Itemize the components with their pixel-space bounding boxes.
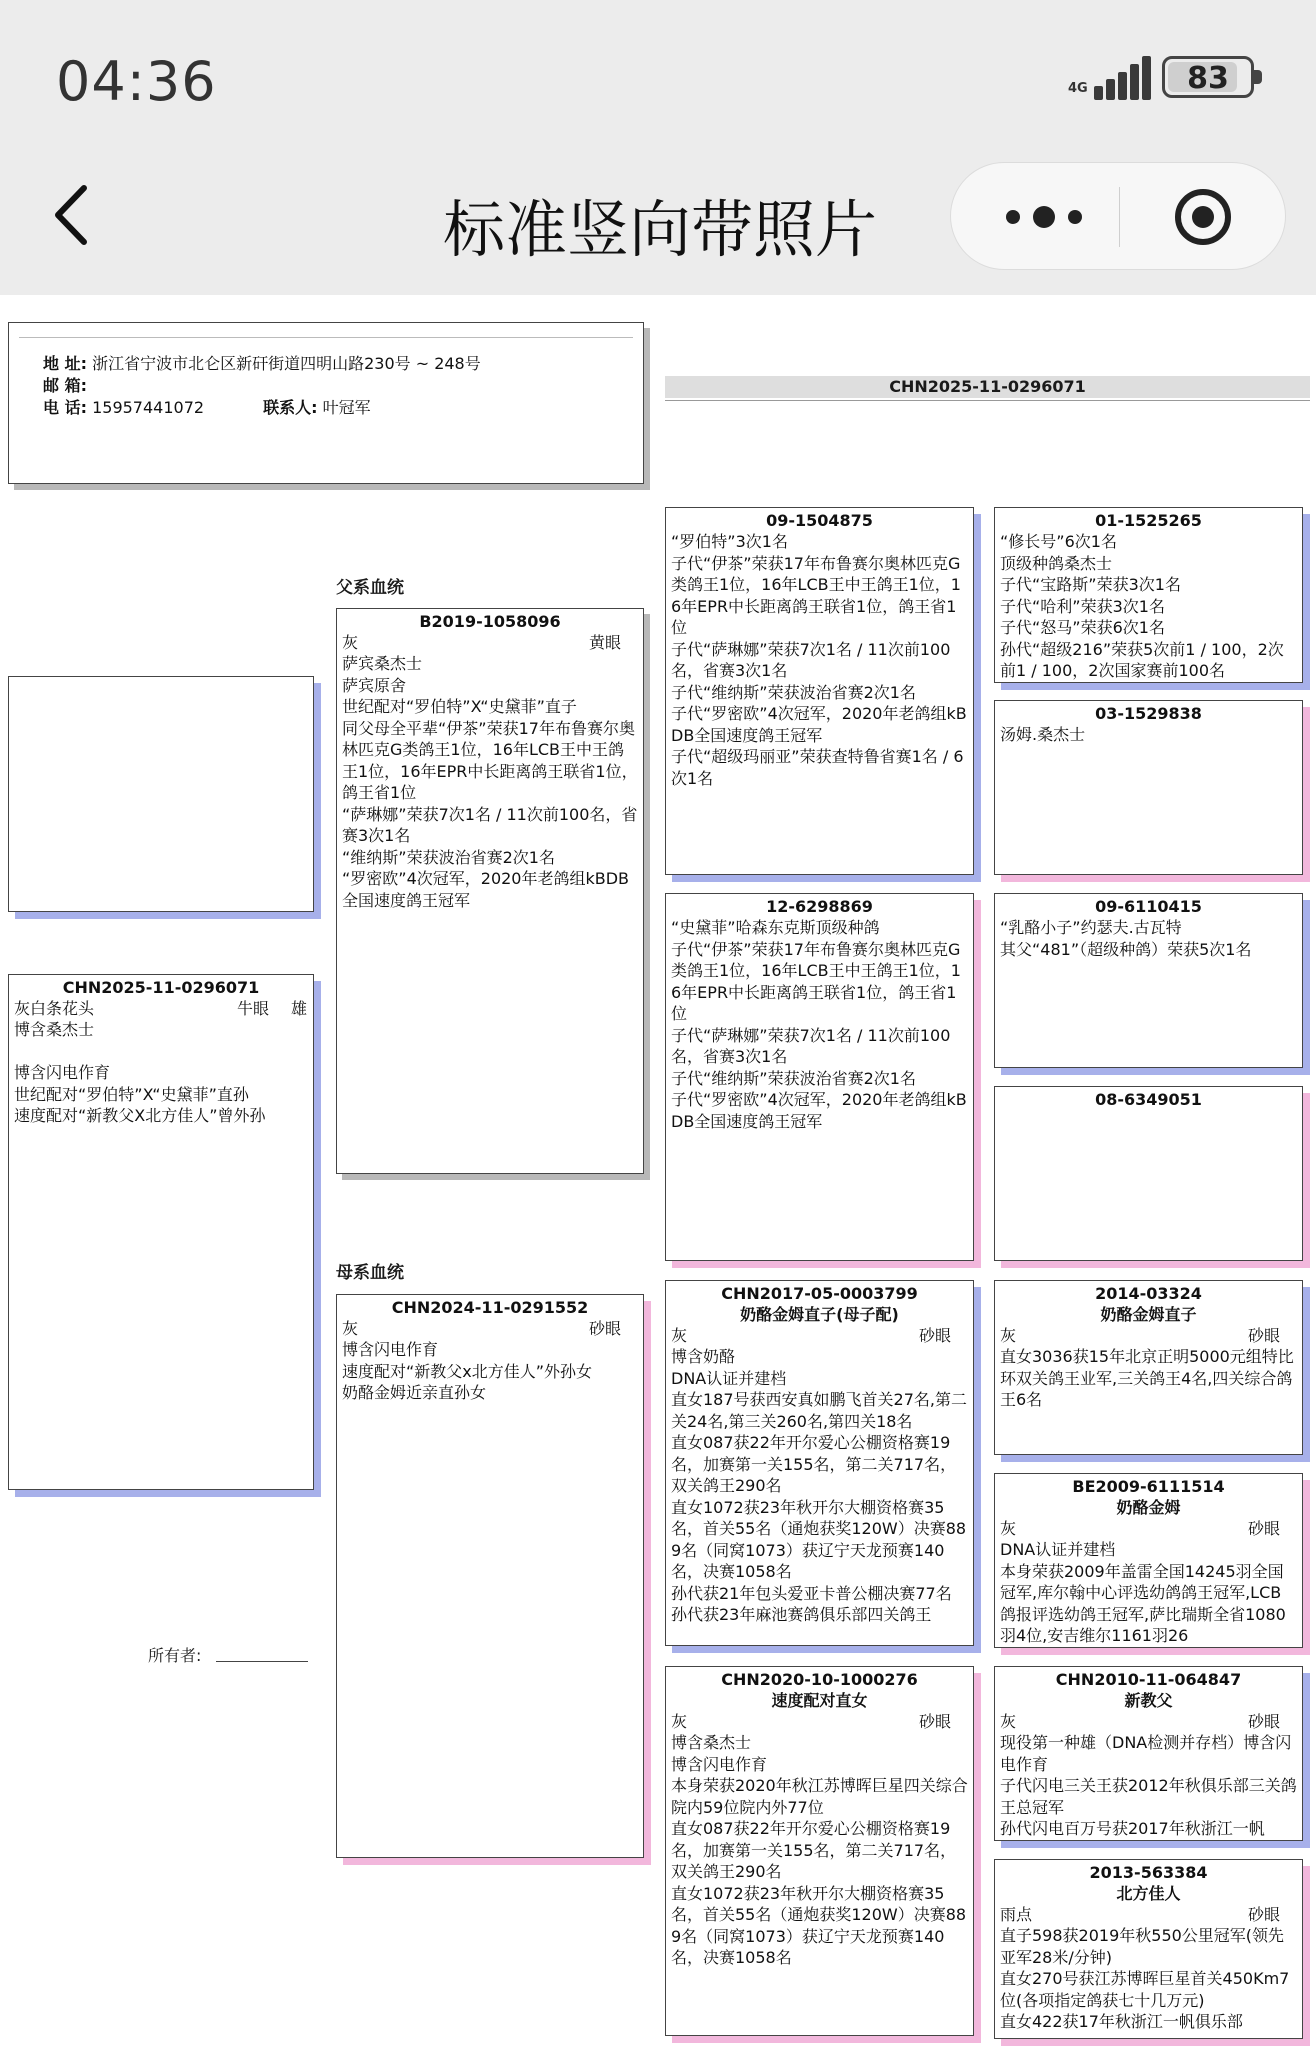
app-top-bar bbox=[0, 0, 1316, 295]
ring-number: 09-1504875 bbox=[766, 511, 873, 530]
text-line: 子代“罗密欧”4次冠军，2020年老鸽组kBDB全国速度鸽王冠军 bbox=[671, 1090, 967, 1131]
mailbox-row: 邮 箱: bbox=[43, 376, 87, 395]
card-text bbox=[995, 1346, 1302, 1411]
text-line: 直女1072获23年秋开尔大棚资格赛35名，首关55名（通炮获奖120W）决赛889名（同窝1073）获辽宁天龙预赛140名，决赛1058名 bbox=[671, 1883, 967, 1967]
mini-program-capsule bbox=[950, 162, 1286, 270]
text-line: 萨宾原舍 bbox=[342, 675, 407, 695]
ring-number: 08-6349051 bbox=[1095, 1090, 1202, 1109]
text-line: 子代“超级玛丽亚”荣获查特鲁省赛1名 / 6次1名 bbox=[671, 747, 964, 788]
great-grandparent-card-6 bbox=[994, 1473, 1303, 1648]
eye: 砂眼 bbox=[918, 1712, 951, 1731]
text-line: 世纪配对“罗伯特”X“史黛菲”直子 bbox=[342, 697, 577, 716]
text-line: 子代“维纳斯”荣获波治省赛2次1名 bbox=[671, 1068, 916, 1088]
great-grandparent-card-7 bbox=[994, 1666, 1303, 1841]
text-line: 现役第一种雄（DNA检测并存档）博含闪电作育 bbox=[1000, 1733, 1292, 1774]
eye: 砂眼 bbox=[918, 1326, 951, 1345]
subject-card bbox=[8, 974, 314, 1490]
text-line: 孙代闪电百万号获2017年秋浙江一帆 bbox=[1000, 1819, 1265, 1838]
pigeon-name: 北方佳人 bbox=[1116, 1884, 1181, 1903]
text-line: 速度配对“新教父x北方佳人”外孙女 bbox=[342, 1361, 593, 1381]
text-line: “维纳斯”荣获波治省赛2次1名 bbox=[342, 847, 555, 867]
card-text bbox=[666, 531, 973, 789]
ring-number: 2014-03324 bbox=[1095, 1284, 1202, 1303]
card-text bbox=[9, 1019, 313, 1127]
color: 灰 bbox=[1000, 1326, 1017, 1345]
pigeon-name: 新教父 bbox=[1124, 1691, 1173, 1710]
text-line: 奶酪金姆近亲直孙女 bbox=[342, 1383, 487, 1402]
color: 灰 bbox=[1000, 1519, 1017, 1538]
text-line: 博含奶酪 bbox=[671, 1347, 736, 1366]
color: 灰 bbox=[342, 633, 359, 652]
sire-card bbox=[336, 608, 644, 1174]
text-line: 博含闪电作育 bbox=[671, 1754, 768, 1774]
eye: 砂眼 bbox=[1247, 1519, 1280, 1538]
dam-dam-card bbox=[665, 1666, 974, 2036]
dam-card bbox=[336, 1294, 644, 1858]
great-grandparent-card-1 bbox=[994, 507, 1303, 683]
eye: 牛眼 bbox=[236, 999, 269, 1018]
text-line: 直女422获17年秋浙江一帆俱乐部 bbox=[1000, 2012, 1243, 2031]
color: 雨点 bbox=[1000, 1905, 1033, 1924]
ring-number: CHN2025-11-0296071 bbox=[62, 978, 260, 997]
address-row: 地 址: 浙江省宁波市北仑区新矸街道四明山路230号 ~ 248号 bbox=[43, 354, 481, 373]
text-line: 子代“罗密欧”4次冠军，2020年老鸽组kBDB全国速度鸽王冠军 bbox=[671, 704, 967, 745]
ring-number: BE2009-6111514 bbox=[1072, 1477, 1225, 1496]
text-line: 博含桑杰士 bbox=[14, 1020, 95, 1039]
eye: 砂眼 bbox=[1247, 1712, 1280, 1731]
color: 灰 bbox=[671, 1712, 688, 1731]
back-button[interactable] bbox=[44, 180, 104, 250]
more-button[interactable] bbox=[999, 199, 1089, 235]
ring-number: CHN2010-11-064847 bbox=[1055, 1670, 1242, 1689]
chevron-left-icon bbox=[44, 180, 104, 250]
battery-icon bbox=[1162, 56, 1254, 98]
address-value: 浙江省宁波市北仑区新矸街道四明山路230号 ~ 248号 bbox=[92, 354, 481, 373]
pigeon-name: 奶酪金姆直子(母子配) bbox=[740, 1305, 899, 1324]
text-line: 直女3036获15年北京正明5000元组特比环双关鸽王业军,三关鸽王4名,四关综合鸽王6名 bbox=[1000, 1347, 1294, 1409]
close-target-button[interactable] bbox=[1173, 187, 1233, 247]
card-text bbox=[995, 1539, 1302, 1647]
sex: 雄 bbox=[290, 999, 307, 1018]
contact-info-box bbox=[8, 322, 644, 484]
text-line: 子代“怒马”荣获6次1名 bbox=[1000, 618, 1165, 637]
card-text bbox=[995, 1732, 1302, 1840]
ring-number: 12-6298869 bbox=[766, 897, 873, 916]
text-line: 世纪配对“罗伯特”X“史黛菲”直孙 bbox=[14, 1084, 249, 1104]
pigeon-name: 速度配对直女 bbox=[771, 1691, 868, 1710]
battery-level: 83 bbox=[1187, 61, 1229, 96]
text-line: 子代闪电三关王获2012年秋俱乐部三关鸽王总冠军 bbox=[1000, 1776, 1297, 1817]
text-line: 萨宾桑杰士 bbox=[342, 654, 423, 673]
ring-number: 03-1529838 bbox=[1095, 704, 1202, 723]
text-line: 直女1072获23年秋开尔大棚资格赛35名，首关55名（通炮获奖120W）决赛889名（同窝1073）获辽宁天龙预赛140名，决赛1058名 bbox=[671, 1497, 967, 1581]
text-line: 博含桑杰士 bbox=[671, 1733, 752, 1752]
text-line: 直女087获22年开尔爱心公棚资格赛19名，加赛第一关155名，第二关717名，双关鸽王290名 bbox=[671, 1433, 957, 1495]
pigeon-photo-placeholder bbox=[8, 676, 314, 912]
ring-number: CHN2017-05-0003799 bbox=[721, 1284, 918, 1303]
color: 灰白条花头 bbox=[14, 999, 95, 1018]
text-line: 子代“伊茶”荣获17年布鲁赛尔奥林匹克G类鸽王1位，16年LCB王中王鸽王1位，16年EPR中长距离鸽王联省1位，鸽王省1位 bbox=[671, 553, 961, 637]
great-grandparent-card-3 bbox=[994, 893, 1303, 1068]
text-line: 博含闪电作育 bbox=[14, 1063, 111, 1082]
card-text bbox=[995, 917, 1302, 960]
text-line: 直女270号获江苏博晖巨星首关450Km7位(各项指定鸽获七十几万元) bbox=[1000, 1969, 1290, 2010]
text-line: 本身荣获2020年秋江苏博晖巨星四关综合院内59位院内外77位 bbox=[671, 1776, 968, 1817]
text-line: DNA认证并建档 bbox=[671, 1368, 787, 1388]
text-line: “史黛菲”哈森东克斯顶级种鸽 bbox=[671, 918, 880, 937]
network-type: 4G bbox=[1068, 81, 1088, 96]
pigeon-name: 奶酪金姆直子 bbox=[1100, 1305, 1197, 1324]
eye: 黄眼 bbox=[588, 633, 621, 652]
text-line: 直子598获2019年秋550公里冠军(领先亚军28米/分钟) bbox=[1000, 1926, 1285, 1967]
text-line: 同父母全平辈“伊茶”荣获17年布鲁赛尔奥林匹克G类鸽王1位，16年LCB王中王鸽王1位，16年EPR中长距离鸽王联省1位，鸽王省1位 bbox=[342, 718, 638, 802]
eye: 砂眼 bbox=[588, 1319, 621, 1338]
page-title: 标准竖向带照片 bbox=[442, 193, 877, 266]
ring-number: CHN2020-10-1000276 bbox=[721, 1670, 918, 1689]
color: 灰 bbox=[1000, 1712, 1017, 1731]
text-line: 子代“宝路斯”荣获3次1名 bbox=[1000, 575, 1181, 594]
text-line: 其父“481”（超级种鸽）荣获5次1名 bbox=[1000, 939, 1252, 959]
text-line: 孙代获23年麻池赛鸽俱乐部四关鸽王 bbox=[671, 1605, 932, 1624]
dam-sire-card bbox=[665, 1280, 974, 1646]
color: 灰 bbox=[671, 1326, 688, 1345]
eye: 砂眼 bbox=[1247, 1905, 1280, 1924]
text-line: “修长号”6次1名 bbox=[1000, 532, 1117, 551]
text-line: 博含闪电作育 bbox=[342, 1340, 439, 1359]
sire-dam-card bbox=[665, 893, 974, 1261]
color: 灰 bbox=[342, 1319, 359, 1338]
great-grandparent-card-4 bbox=[994, 1086, 1303, 1261]
card-text bbox=[995, 724, 1302, 746]
sire-line-label: 父系血统 bbox=[336, 578, 404, 598]
text-line: 子代“伊茶”荣获17年布鲁赛尔奥林匹克G类鸽王1位，16年LCB王中王鸽王1位，16年EPR中长距离鸽王联省1位，鸽王省1位 bbox=[671, 939, 961, 1023]
text-line: 子代“哈利”荣获3次1名 bbox=[1000, 596, 1165, 616]
card-text bbox=[666, 1732, 973, 1969]
header-ring-id: CHN2025-11-0296071 bbox=[665, 376, 1310, 398]
status-time: 04:36 bbox=[56, 50, 217, 113]
text-line: 子代“维纳斯”荣获波治省赛2次1名 bbox=[671, 682, 916, 702]
text-line: 直女087获22年开尔爱心公棚资格赛19名，加赛第一关155名，第二关717名，双关鸽王290名 bbox=[671, 1819, 957, 1881]
text-line: 汤姆.桑杰士 bbox=[1000, 725, 1086, 744]
contact-name: 叶冠军 bbox=[322, 398, 371, 417]
ring-number: B2019-1058096 bbox=[419, 612, 561, 631]
ring-number: 09-6110415 bbox=[1095, 897, 1202, 916]
text-line: 孙代获21年包头爱亚卡普公棚决赛77名 bbox=[671, 1583, 952, 1603]
great-grandparent-card-8 bbox=[994, 1859, 1303, 2039]
sire-sire-card bbox=[665, 507, 974, 875]
great-grandparent-card-5 bbox=[994, 1280, 1303, 1455]
dam-line-label: 母系血统 bbox=[336, 1263, 404, 1283]
text-line: “乳酪小子”约瑟夫.古瓦特 bbox=[1000, 918, 1182, 937]
card-text bbox=[666, 1346, 973, 1626]
text-line: 本身荣获2009年盖雷全国14245羽全国冠军,库尔翰中心评选幼鸽鸽王冠军,LCB鸽报评选幼鸽王冠军,萨比瑞斯全省1080羽4位,安吉维尔1161羽26 bbox=[1000, 1561, 1286, 1645]
text-line: 子代“萨琳娜”荣获7次1名 / 11次前100名，省赛3次1名 bbox=[671, 1025, 951, 1066]
card-text bbox=[337, 1339, 643, 1404]
phone-row: 电 话: 15957441072 联系人: 叶冠军 bbox=[43, 398, 371, 417]
pigeon-name: 奶酪金姆 bbox=[1116, 1498, 1181, 1517]
signal-icon bbox=[1068, 56, 1148, 100]
text-line: “罗伯特”3次1名 bbox=[671, 532, 788, 551]
ring-number: 01-1525265 bbox=[1095, 511, 1202, 530]
owner-label: 所有者: bbox=[148, 1646, 202, 1665]
card-text bbox=[995, 1925, 1302, 2033]
ring-number: CHN2024-11-0291552 bbox=[391, 1298, 589, 1317]
text-line: “萨琳娜”荣获7次1名 / 11次前100名，省赛3次1名 bbox=[342, 804, 638, 845]
text-line bbox=[14, 1041, 308, 1063]
text-line: DNA认证并建档 bbox=[1000, 1540, 1116, 1559]
eye: 砂眼 bbox=[1247, 1326, 1280, 1345]
card-text bbox=[337, 653, 643, 911]
great-grandparent-card-2 bbox=[994, 700, 1303, 875]
text-line: 顶级种鸽桑杰士 bbox=[1000, 553, 1113, 573]
text-line: 孙代“超级216”荣获5次前1 / 100，2次前1 / 100，2次国家赛前100名 bbox=[1000, 639, 1284, 680]
text-line: 子代“萨琳娜”荣获7次1名 / 11次前100名，省赛3次1名 bbox=[671, 639, 951, 680]
text-line: “罗密欧”4次冠军，2020年老鸽组kBDB全国速度鸽王冠军 bbox=[342, 869, 630, 910]
text-line: 速度配对“新教父X北方佳人”曾外孙 bbox=[14, 1106, 266, 1125]
ring-number: 2013-563384 bbox=[1089, 1863, 1208, 1882]
card-text bbox=[666, 917, 973, 1132]
card-text bbox=[995, 531, 1302, 682]
text-line: 直女187号获西安真如鹏飞首关27名,第二关24名,第三关260名,第四关18名 bbox=[671, 1390, 967, 1431]
phone-value: 15957441072 bbox=[92, 398, 205, 417]
